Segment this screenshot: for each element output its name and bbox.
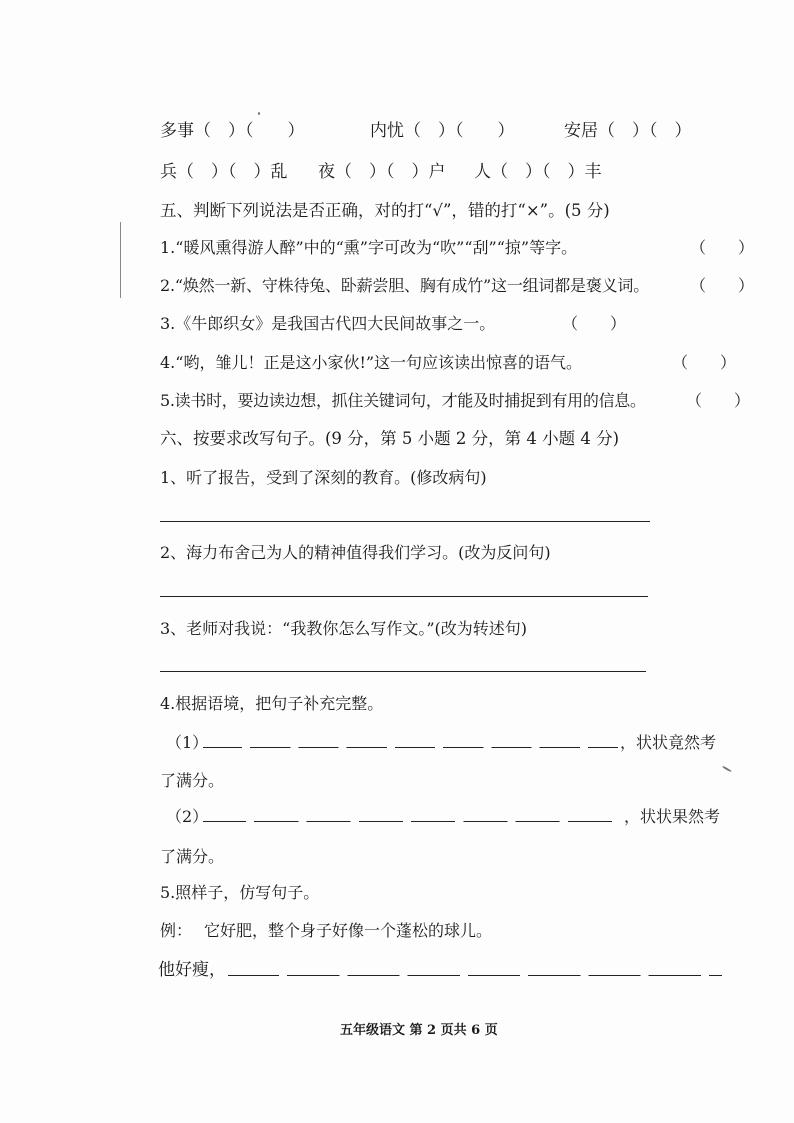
- rewrite-question: 3、老师对我说：“我教你怎么写作文。”(改为转述句): [160, 619, 528, 638]
- answer-line[interactable]: [160, 596, 648, 597]
- judge-answer-paren[interactable]: （ ）: [672, 353, 737, 372]
- sentence-continuation: 了满分。: [160, 771, 225, 790]
- scan-speck: [722, 766, 731, 772]
- sentence-tail: ，状状竟然考: [620, 733, 717, 752]
- judge-answer-paren[interactable]: （ ）: [686, 391, 751, 410]
- section-heading: 六、按要求改写句子。(9 分，第 5 小题 2 分，第 4 小题 4 分): [160, 429, 620, 448]
- subquestion-label: （2）: [166, 807, 209, 826]
- page-footer: 五年级语文 第 2 页共 6 页: [340, 1023, 498, 1038]
- example-label: 例：: [160, 921, 193, 940]
- rewrite-question: 1、听了报告，受到了深刻的教育。(修改病句): [160, 468, 487, 487]
- subquestion-label: （1）: [166, 733, 209, 752]
- judge-item-text: 5.读书时，要边读边想，抓住关键词句，才能及时捕捉到有用的信息。: [160, 391, 646, 410]
- scan-speck: [258, 112, 260, 115]
- fill-blank-line[interactable]: [228, 975, 722, 976]
- fill-blank-line[interactable]: [203, 747, 618, 748]
- rewrite-question: 5.照样子，仿写句子。: [160, 883, 320, 902]
- judge-answer-paren[interactable]: （ ）: [690, 238, 755, 257]
- rewrite-question: 2、海力布舍己为人的精神值得我们学习。(改为反问句): [160, 543, 551, 562]
- judge-item-text: 1.“暖风熏得游人醉”中的“熏”字可改为“吹”“刮”“掠”等字。: [160, 238, 578, 257]
- judge-answer-paren[interactable]: （ ）: [690, 276, 755, 295]
- idiom-item: 安居（ ）（ ）: [564, 121, 692, 141]
- fill-blank-line[interactable]: [203, 821, 618, 822]
- imitate-sentence-start: 他好瘦，: [158, 960, 226, 980]
- answer-line[interactable]: [160, 521, 650, 522]
- answer-line[interactable]: [160, 671, 646, 672]
- judge-item-text: 4.“哟，雏儿！正是这小家伙!”这一句应该读出惊喜的语气。: [160, 353, 583, 372]
- sentence-tail: ，状状果然考: [624, 807, 721, 826]
- judge-item-text: 3.《牛郎织女》是我国古代四大民间故事之一。: [160, 314, 496, 333]
- idiom-item: 人（ ）（ ）丰: [474, 162, 602, 182]
- idiom-item: 兵（ ）（ ）乱: [160, 162, 288, 182]
- idiom-item: 内忧（ ）（ ）: [370, 121, 515, 141]
- section-heading: 五、判断下列说法是否正确，对的打“√”，错的打“×”。(5 分): [160, 201, 610, 220]
- example-sentence: 它好肥，整个身子好像一个蓬松的球儿。: [204, 921, 493, 940]
- idiom-item: 多事（ ）（ ）: [160, 121, 305, 141]
- sentence-continuation: 了满分。: [160, 847, 225, 866]
- judge-answer-paren[interactable]: （ ）: [562, 314, 627, 333]
- rewrite-question: 4.根据语境，把句子补充完整。: [160, 694, 384, 713]
- judge-item-text: 2.“焕然一新、守株待兔、卧薪尝胆、胸有成竹”这一组词都是褒义词。: [160, 276, 650, 295]
- idiom-item: 夜（ ）（ ）户: [318, 162, 446, 182]
- scan-artifact-line: [120, 222, 121, 298]
